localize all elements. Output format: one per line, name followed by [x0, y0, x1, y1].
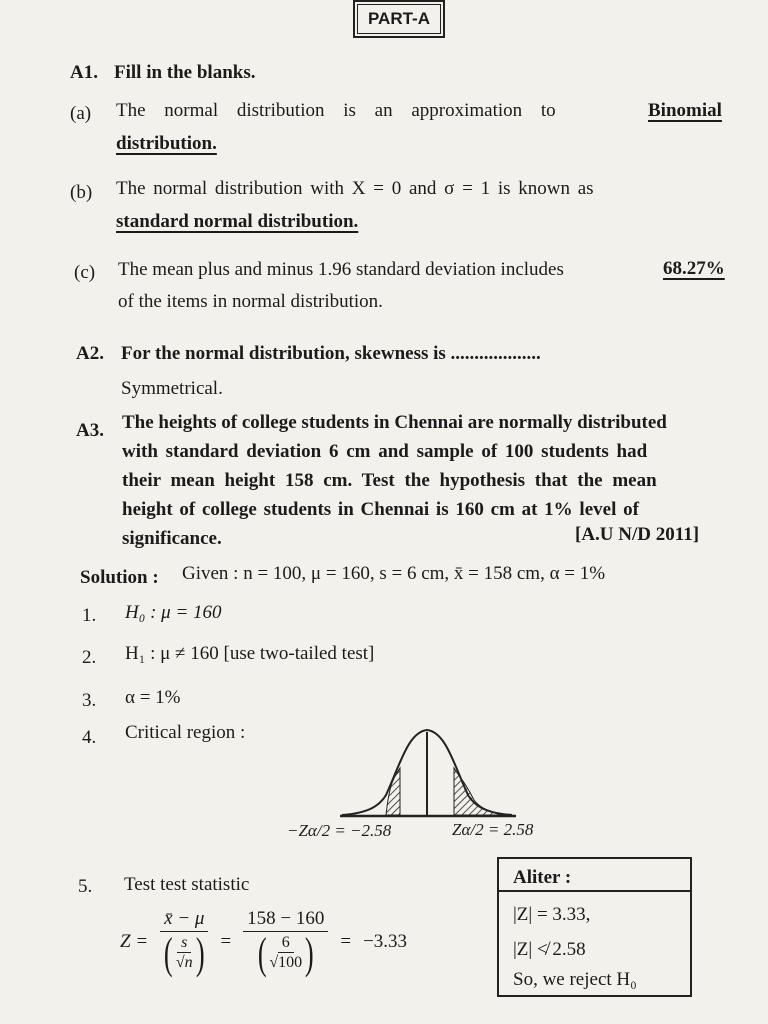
formula-lhs: Z = [120, 930, 149, 952]
step-4-number: 4. [82, 727, 97, 748]
formula-equals-3: = [340, 930, 352, 952]
inner-numerator-s: s [177, 933, 191, 953]
a3-label: A3. [76, 420, 104, 441]
inner-denominator-root-n: √n [175, 954, 193, 972]
aliter-line-3: So, we reject H₀ [513, 969, 637, 990]
fraction-symbolic-numerator: x̄ − μ [160, 908, 208, 932]
inner-numerator-6: 6 [278, 933, 294, 953]
aliter-line-2: |Z| ≮ 2.58 [513, 939, 586, 960]
aliter-box [497, 857, 692, 997]
step-5-number: 5. [78, 876, 93, 897]
step-1-number: 1. [82, 605, 97, 626]
a1-b-label: (b) [70, 182, 93, 203]
step-2-number: 2. [82, 647, 97, 668]
a1-a-label: (a) [70, 103, 92, 124]
a3-line-2: with standard deviation 6 cm and sample of 100 students had [122, 441, 648, 462]
a1-a-answer-1: Binomial [648, 100, 722, 121]
inner-denominator-root-100: √100 [269, 954, 303, 972]
a1-c-answer: 68.27% [663, 258, 725, 279]
fraction-numeric-numerator: 158 − 160 [243, 908, 328, 932]
a1-c-label: (c) [74, 262, 96, 283]
normal-curve-diagram [330, 720, 530, 820]
step-1-text: H₀ : μ = 160 [125, 602, 222, 623]
a2-answer: Symmetrical. [121, 378, 223, 399]
formula-equals-2: = [220, 930, 232, 952]
solution-given: Given : n = 100, μ = 160, s = 6 cm, x̄ = 158 cm, α = 1% [182, 563, 606, 584]
a3-line-5: significance. [122, 528, 222, 549]
curve-left-label: −Zα/2 = −2.58 [287, 821, 392, 840]
a2-text: For the normal distribution, skewness is ................... [121, 343, 541, 364]
a1-b-answer: standard normal distribution. [116, 211, 359, 232]
a3-reference: [A.U N/D 2011] [575, 524, 700, 545]
a1-title: Fill in the blanks. [114, 62, 256, 83]
step-5-text: Test test statistic [124, 874, 250, 895]
formula-result: −3.33 [363, 930, 408, 952]
a2-label: A2. [76, 343, 104, 364]
test-statistic-formula [120, 908, 407, 976]
a1-label: A1. [70, 62, 98, 83]
a1-a-text: The normal distribution is an approximation to [116, 100, 556, 121]
step-4-text: Critical region : [125, 722, 246, 743]
part-header [353, 0, 445, 38]
a3-line-1: The heights of college students in Chennai are normally distributed [122, 412, 667, 433]
step-3-text: α = 1% [125, 687, 181, 708]
fraction-symbolic: x̄ − μ ( $\frac{s}{√n}$ ) [160, 908, 208, 976]
fraction-numeric: 158 − 160 ( $\frac{6}{√100}$ ) [243, 908, 328, 976]
a3-line-3: their mean height 158 cm. Test the hypothesis that the mean [122, 470, 657, 491]
a1-b-text: The normal distribution with X = 0 and σ = 1 is known as [116, 178, 594, 199]
aliter-title: Aliter : [499, 859, 690, 892]
a3-line-4: height of college students in Chennai is 160 cm at 1% level of [122, 499, 639, 520]
a1-c-text: The mean plus and minus 1.96 standard deviation includes [118, 259, 564, 280]
step-3-number: 3. [82, 690, 97, 711]
step-2-text: H₁ : μ ≠ 160 [use two-tailed test] [125, 643, 375, 664]
part-header-label: PART-A [357, 4, 441, 34]
solution-label: Solution : [80, 567, 159, 588]
curve-right-label: Zα/2 = 2.58 [452, 820, 534, 839]
a1-c-text-2: of the items in normal distribution. [118, 291, 383, 312]
aliter-line-1: |Z| = 3.33, [513, 904, 591, 925]
a1-a-answer-2: distribution. [116, 133, 217, 154]
right-rejection-region [454, 768, 502, 815]
